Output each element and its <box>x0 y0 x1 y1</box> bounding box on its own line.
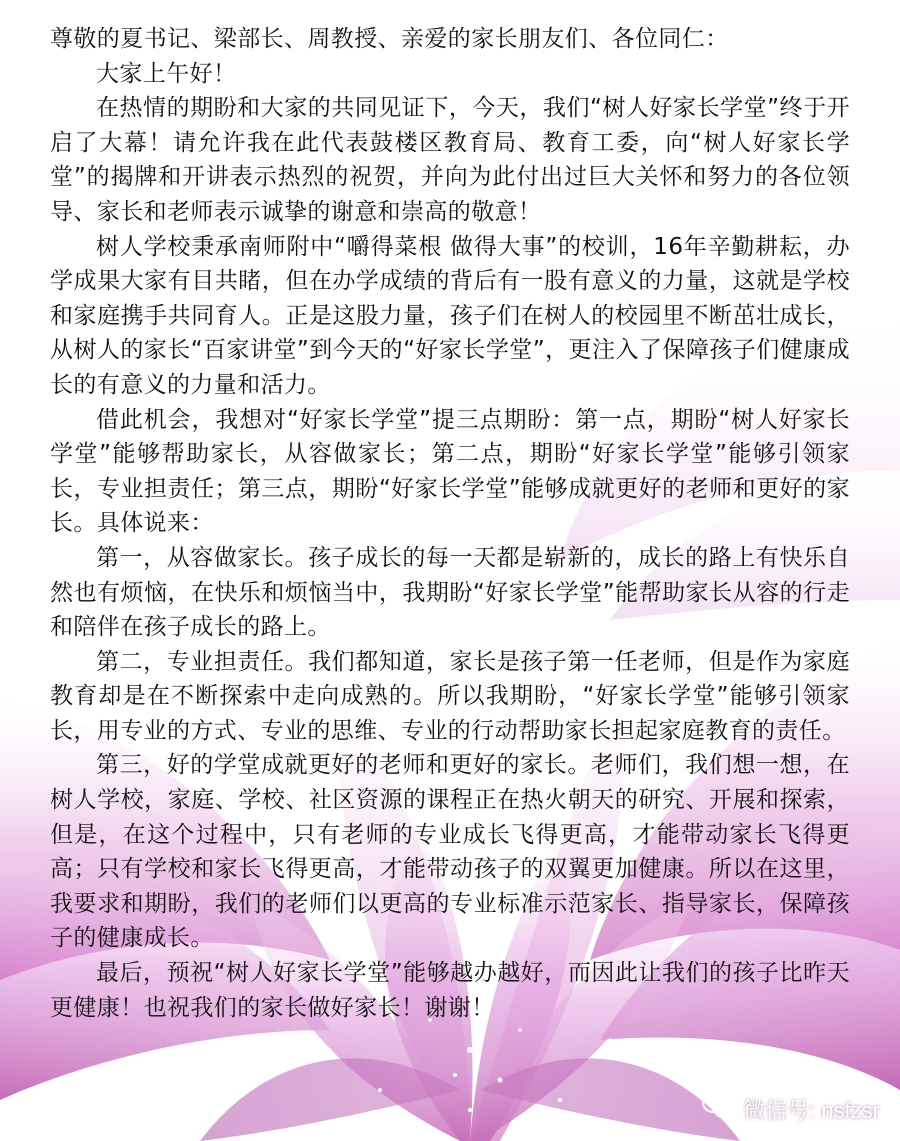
letter-paragraph: 第二，专业担责任。我们都知道，家长是孩子第一任老师，但是作为家庭教育却是在不断探索中走向成熟的。所以我期盼，“好家长学堂”能够引领家长，用专业的方式、专业的思维、专业的行动帮助家长担起家庭教育的责任。 <box>50 648 850 744</box>
letter-paragraph: 第三，好的学堂成就更好的老师和更好的家长。老师们，我们想一想，在树人学校，家庭、学校、社区资源的课程正在热火朝天的研究、开展和探索，但是，在这个过程中，只有老师的专业成长飞得更高，才能带动家长飞得更高；只有学校和家长飞得更高，才能带动孩子的双翼更加健康。所以在这里，我要求和期盼，我们的老师们以更高的专业标准示范家长、指导家长，保障孩子的健康成长。 <box>50 752 850 952</box>
letter-paragraph: 在热情的期盼和大家的共同见证下，今天，我们“树人好家长学堂”终于开启了大幕！请允许我在此代表鼓楼区教育局、教育工委，向“树人好家长学堂”的揭牌和开讲表示热烈的祝贺，并向为此付出过巨大关怀和努力的各位领导、家长和老师表示诚挚的谢意和崇高的敬意！ <box>50 95 850 225</box>
letter-body <box>50 22 850 1025</box>
wechat-id-text: 微信号: nsfzsr <box>743 1097 880 1123</box>
letter-paragraph: 第一，从容做家长。孩子成长的每一天都是崭新的，成长的路上有快乐自然也有烦恼，在快乐和烦恼当中，我期盼“好家长学堂”能帮助家长从容的行走和陪伴在孩子成长的路上。 <box>50 544 850 641</box>
letter-paragraph: 最后，预祝“树人好家长学堂”能够越办越好，而因此让我们的孩子比昨天更健康！也祝我们的家长做好家长！谢谢！ <box>50 960 850 1021</box>
wechat-icon <box>701 1091 735 1127</box>
letter-greeting: 大家上午好！ <box>96 60 237 87</box>
letter-salutation: 尊敬的夏书记、梁部长、周教授、亲爱的家长朋友们、各位同仁： <box>50 26 729 52</box>
letter-paragraph: 树人学校秉承南师附中“嚼得菜根 做得大事”的校训，16年辛勤耕耘，办学成果大家有目共睹，但在办学成绩的背后有一股有意义的力量，这就是学校和家庭携手共同育人。正是这股力量，孩子们在树人的校园里不断茁壮成长，从树人的家长“百家讲堂”到今天的“好家长学堂”，更注入了保障孩子们健康成长的有意义的力量和活力。 <box>50 233 850 398</box>
letter-paragraph: 借此机会，我想对“好家长学堂”提三点期盼：第一点，期盼“树人好家长学堂”能够帮助家长，从容做家长；第二点，期盼“好家长学堂”能够引领家长，专业担责任；第三点，期盼“好家长学堂”能够成就更好的老师和更好的家长。具体说来： <box>50 406 850 537</box>
wechat-watermark <box>701 1091 880 1127</box>
